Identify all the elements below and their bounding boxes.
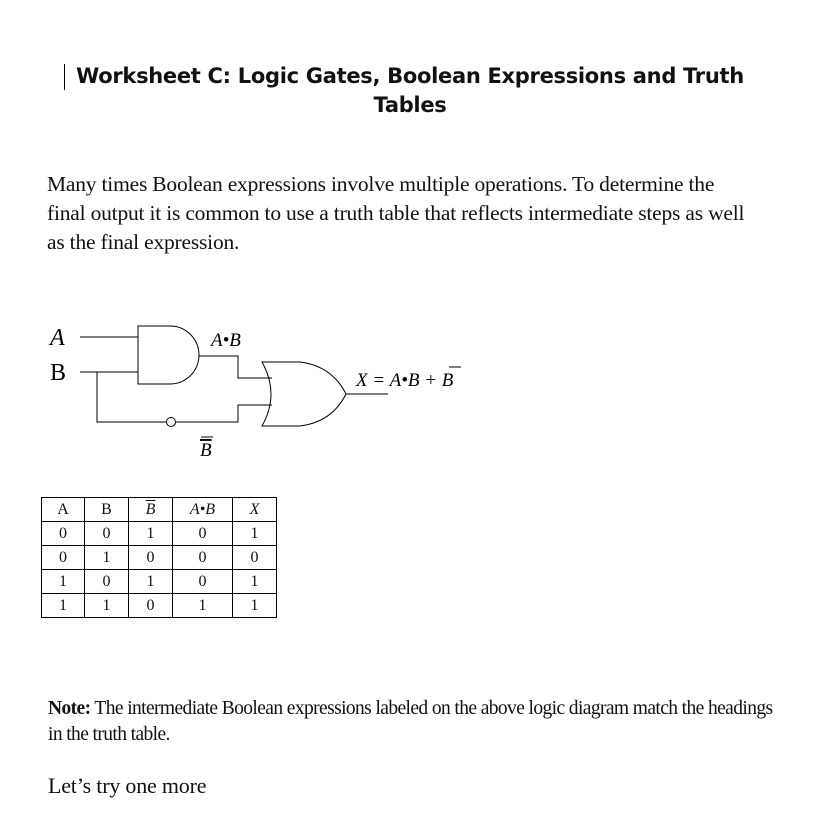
header-not-b: $\overline{B}$	[129, 498, 173, 522]
cell: 1	[129, 522, 173, 546]
label-x: X = A•B + B	[356, 370, 454, 391]
title-line-2: Tables	[373, 93, 447, 117]
or-gate	[262, 362, 346, 426]
label-not-b: B	[200, 440, 212, 461]
cell: 0	[129, 594, 173, 618]
wire-and-out	[199, 356, 272, 378]
header-x: X	[233, 498, 277, 522]
note-paragraph	[48, 696, 788, 748]
intro-paragraph: Many times Boolean expressions involve multiple operations. To determine the final output it is common to use a truth table that reflects intermediate steps as well as the final expression.	[47, 172, 745, 254]
cell: 0	[129, 546, 173, 570]
header-a-and-b: A•B	[173, 498, 233, 522]
label-a: A	[50, 325, 65, 351]
table-row	[42, 522, 277, 546]
cell: 1	[85, 594, 129, 618]
title-line-1: Worksheet C: Logic Gates, Boolean Expressions and Truth	[76, 64, 744, 88]
cell: 0	[173, 570, 233, 594]
header-a: A	[42, 498, 85, 522]
wire-b-branch	[97, 372, 166, 422]
not-bubble	[167, 418, 176, 427]
note-text: The intermediate Boolean expressions labeled on the above logic diagram match the headings in the truth table.	[48, 698, 773, 745]
cell: 0	[42, 522, 85, 546]
cell: 1	[173, 594, 233, 618]
closing-text: Let’s try one more	[48, 773, 207, 798]
cell: 1	[233, 594, 277, 618]
cell: 1	[42, 570, 85, 594]
wire-not-b	[176, 405, 272, 422]
label-b: B	[50, 360, 67, 386]
cell: 0	[233, 546, 277, 570]
cell: 0	[173, 522, 233, 546]
and-gate	[138, 326, 199, 384]
truth-table	[41, 497, 277, 618]
cell: 0	[42, 546, 85, 570]
label-and: A•B	[211, 330, 241, 351]
cell: 1	[85, 546, 129, 570]
header-b: B	[85, 498, 129, 522]
table-row	[42, 594, 277, 618]
cell: 0	[85, 522, 129, 546]
cell: 1	[42, 594, 85, 618]
table-header-row	[42, 498, 277, 522]
note-label: Note:	[48, 698, 91, 719]
table-row	[42, 546, 277, 570]
cell: 0	[85, 570, 129, 594]
table-row	[42, 570, 277, 594]
cell: 1	[233, 570, 277, 594]
cell: 1	[233, 522, 277, 546]
cell: 0	[173, 546, 233, 570]
cell: 1	[129, 570, 173, 594]
